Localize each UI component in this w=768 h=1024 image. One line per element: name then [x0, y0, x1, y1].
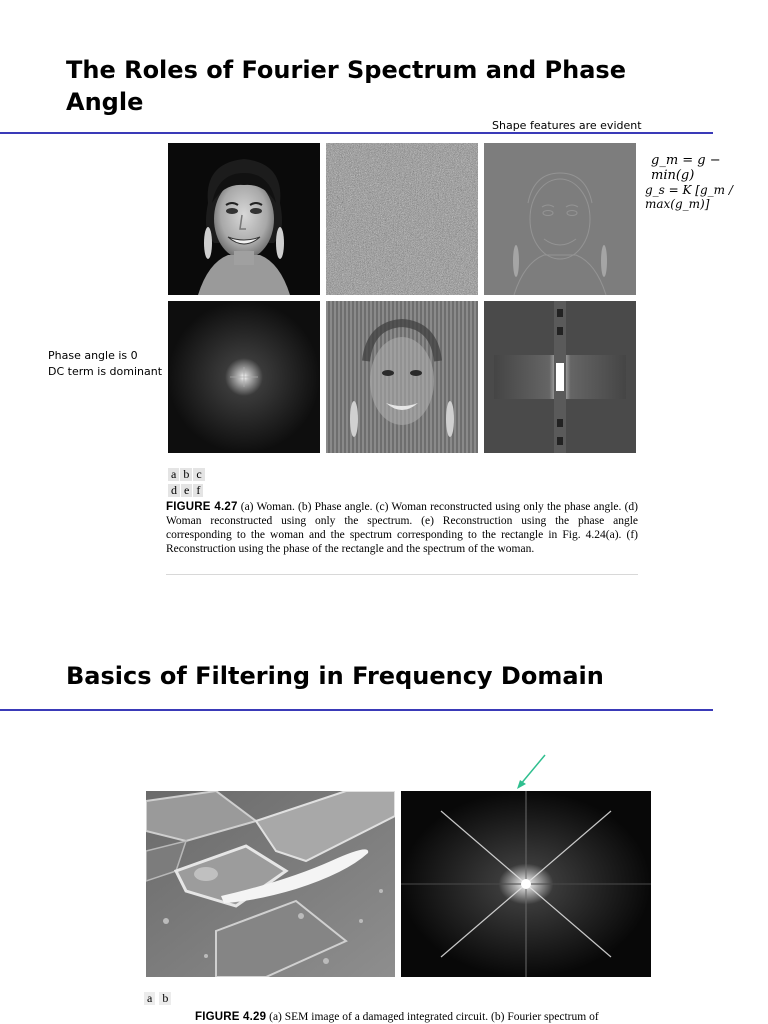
annotation-arrow	[512, 752, 548, 792]
panel-letter-e: e	[181, 484, 192, 497]
figure-label-429: FIGURE 4.29	[195, 1011, 267, 1023]
figure-caption-429	[195, 1010, 655, 1024]
slide-title-fourier-roles	[66, 54, 706, 118]
note-phase-angle-zero	[48, 348, 162, 380]
note-shape-features: Shape features are evident	[492, 119, 642, 132]
panel-letters-row2	[168, 483, 206, 498]
panel-letter-a: a	[168, 468, 179, 481]
slide-title-line2: Angle	[66, 88, 144, 116]
image-woman	[168, 143, 320, 295]
figure-label-427: FIGURE 4.27	[166, 501, 238, 513]
image-sem-circuit	[146, 791, 395, 977]
note-left-line1: Phase angle is 0	[48, 349, 138, 362]
panel-letter-b-429: b	[159, 992, 171, 1005]
figure-caption-427	[166, 500, 638, 556]
image-mixed-reconstruction-f	[484, 301, 636, 453]
panel-letter-c: c	[193, 468, 204, 481]
formula-gm: g_m = g − min(g)	[651, 153, 721, 183]
figure-text-429: (a) SEM image of a damaged integrated circuit. (b) Fourier spectrum of	[269, 1011, 599, 1023]
panel-letter-d: d	[168, 484, 180, 497]
title-divider-2	[0, 709, 713, 711]
panel-letters-429	[144, 991, 172, 1006]
slide-title-filtering: Basics of Filtering in Frequency Domain	[66, 662, 604, 690]
slide-title-line1: The Roles of Fourier Spectrum and Phase	[66, 56, 626, 84]
image-mixed-reconstruction-e	[326, 301, 478, 453]
panel-letter-b: b	[180, 468, 192, 481]
figure-text-427: (a) Woman. (b) Phase angle. (c) Woman reconstructed using only the phase angle. (d) Woman reconstructed using only the spectrum. (e) Reconstruction using the phase angle corresponding to the woman and the spectrum corresponding to the rectangle in Fig. 4.24(a). (f) Reconstruction using the phase of the rectangle and the spectrum of the woman.	[166, 501, 638, 555]
image-fourier-spectrum	[401, 791, 651, 977]
panel-letters-row1	[168, 467, 206, 482]
formula-gs: g_s = K [g_m / max(g_m)]	[645, 183, 733, 211]
image-phase-angle	[326, 143, 478, 295]
panel-letter-a-429: a	[144, 992, 155, 1005]
note-left-line2: DC term is dominant	[48, 365, 163, 378]
panel-letters-427	[168, 467, 206, 498]
image-phase-reconstruction	[484, 143, 636, 295]
caption-divider	[166, 574, 638, 575]
image-spectrum-reconstruction	[168, 301, 320, 453]
panel-letter-f: f	[193, 484, 203, 497]
